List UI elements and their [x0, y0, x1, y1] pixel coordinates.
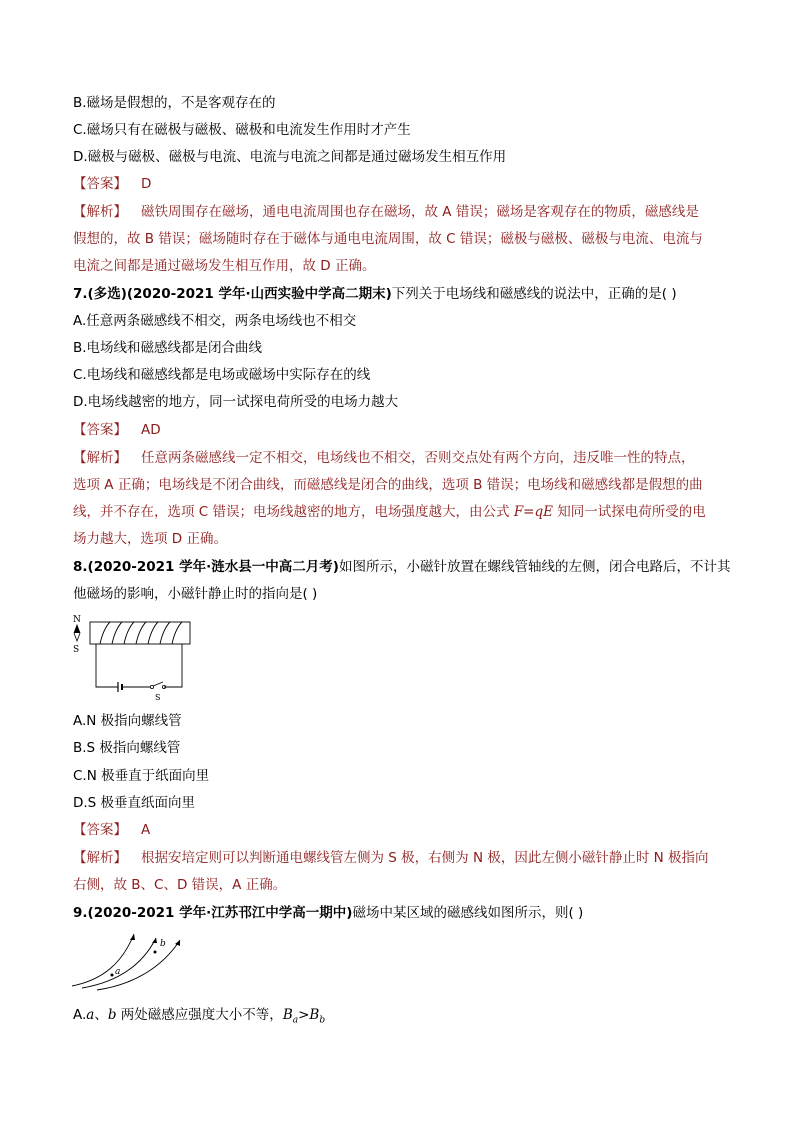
q7-analysis-text-3b: 知同一试探电荷所受的电 — [553, 504, 706, 520]
circuit-wire-left — [96, 644, 118, 687]
q8-source: 8.(2020-2021 学年·涟水县一中高二月考) — [73, 559, 339, 575]
q6-analysis-line-1 — [73, 202, 733, 222]
q7-stem — [73, 284, 733, 304]
compass-n-label: N — [73, 615, 81, 625]
analysis-tag: 【解析】 — [73, 204, 127, 220]
q7-stem-text: 下列关于电场线和磁感线的说法中，正确的是( ) — [391, 286, 677, 302]
q8-option-b: B.S 极指向螺线管 — [73, 740, 181, 756]
q7-option-a: A.任意两条磁感线不相交，两条电场线也不相交 — [73, 313, 357, 329]
q8-answer-line — [73, 820, 733, 840]
q8-option-a: A.N 极指向螺线管 — [73, 713, 182, 729]
circuit-wire-right — [164, 644, 182, 687]
analysis-tag: 【解析】 — [73, 450, 127, 466]
q7-formula: F=qE — [513, 504, 553, 520]
q9-option-a: A.a、b 两处磁感应强度大小不等，$B_a>B_b$ — [73, 1007, 326, 1026]
q7-analysis-line-4: 场力越大，选项 D 正确。 — [73, 531, 227, 547]
answer-tag: 【答案】 — [73, 176, 127, 192]
q7-analysis-line-2: 选项 A 正确；电场线是不闭合曲线，而磁感线是闭合的曲线，选项 B 错误；电场线和磁感线都是假想的曲 — [73, 477, 703, 493]
q8-stem — [73, 557, 733, 577]
q8-analysis-line-2: 右侧，故 B、C、D 错误，A 正确。 — [73, 877, 287, 893]
compass-s-label: S — [73, 645, 80, 655]
q7-analysis-line-1 — [73, 448, 733, 468]
q8-stem-line-2: 他磁场的影响，小磁针静止时的指向是( ) — [73, 586, 318, 602]
point-b-label: b — [160, 939, 166, 949]
point-a-dot — [111, 974, 114, 977]
q7-option-b: B.电场线和磁感线都是闭合曲线 — [73, 340, 263, 356]
q6-answer-line — [73, 174, 733, 194]
q8-option-d: D.S 极垂直纸面向里 — [73, 795, 196, 811]
magnetic-field-lines-figure — [72, 930, 192, 990]
q9-stem-text: 磁场中某区域的磁感线如图所示，则( ) — [352, 905, 584, 921]
q7-option-c: C.电场线和磁感线都是电场或磁场中实际存在的线 — [73, 367, 371, 383]
q8-analysis-line-1 — [73, 848, 733, 868]
q7-analysis-line-3 — [73, 502, 733, 522]
q6-option-d: D.磁极与磁极、磁极与电流、电流与电流之间都是通过磁场发生相互作用 — [73, 149, 507, 165]
q8-answer: A — [141, 822, 151, 838]
q8-stem-text: 如图所示，小磁针放置在螺线管轴线的左侧，闭合电路后，不计其 — [338, 559, 731, 575]
solenoid-circuit-figure — [70, 612, 220, 702]
q6-analysis-line-2: 假想的，故 B 错误；磁场随时存在于磁体与通电电流周围，故 C 错误；磁极与磁极、磁极与电流、电流与 — [73, 231, 703, 247]
q9-stem — [73, 903, 733, 923]
q6-option-c: C.磁场只有在磁极与磁极、磁极和电流发生作用时才产生 — [73, 122, 411, 138]
q7-option-d: D.电场线越密的地方，同一试探电荷所受的电场力越大 — [73, 394, 399, 410]
answer-tag: 【答案】 — [73, 422, 127, 438]
point-a-label: a — [115, 967, 121, 977]
answer-tag: 【答案】 — [73, 822, 127, 838]
point-b-dot — [154, 951, 157, 954]
solenoid-coils — [100, 622, 182, 644]
q7-answer: AD — [141, 422, 161, 438]
q9-source: 9.(2020-2021 学年·江苏邗江中学高一期中) — [73, 905, 353, 921]
q6-analysis-line-3: 电流之间都是通过磁场发生相互作用，故 D 正确。 — [73, 258, 376, 274]
field-line-arrow-icons — [130, 934, 180, 946]
switch-label: S — [155, 693, 161, 702]
q6-analysis-text-1: 磁铁周围存在磁场，通电电流周围也存在磁场，故 A 错误；磁场是客观存在的物质，磁感线是 — [141, 204, 699, 220]
q7-analysis-text-3a: 线，并不存在，选项 C 错误；电场线越密的地方，电场强度越大，由公式 — [73, 504, 514, 520]
analysis-tag: 【解析】 — [73, 850, 127, 866]
q7-answer-line — [73, 420, 733, 440]
q8-option-c: C.N 极垂直于纸面向里 — [73, 768, 210, 784]
q7-analysis-text-1: 任意两条磁感线一定不相交，电场线也不相交，否则交点处有两个方向，违反唯一性的特点， — [141, 450, 695, 466]
q8-analysis-text-1: 根据安培定则可以判断通电螺线管左侧为 S 极，右侧为 N 极，因此左侧小磁针静止时 N 极指向 — [141, 850, 709, 866]
q6-answer: D — [141, 176, 152, 192]
q6-option-b: B.磁场是假想的，不是客观存在的 — [73, 95, 276, 111]
q7-source: 7.(多选)(2020-2021 学年·山西实验中学高二期末) — [73, 286, 392, 302]
compass-north-half — [74, 625, 80, 633]
